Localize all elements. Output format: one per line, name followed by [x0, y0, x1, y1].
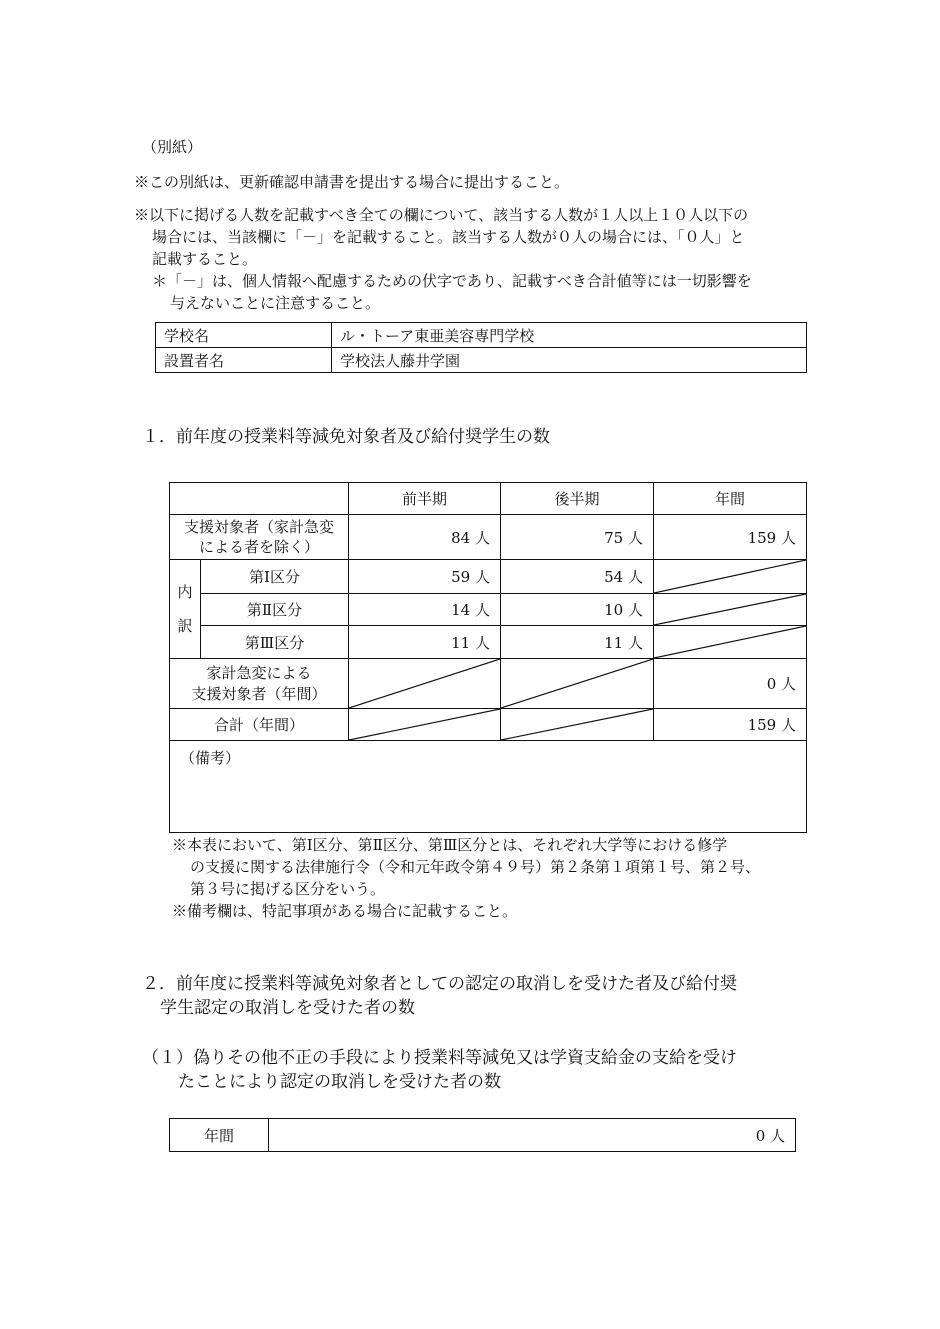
- sudden-change-second-half-struck: [501, 659, 654, 709]
- founder-label: 設置者名: [156, 348, 332, 373]
- school-name-value: ル・トーア東亜美容専門学校: [332, 323, 807, 348]
- note-count-line-1: ※以下に掲げる人数を記載すべき全ての欄について、該当する人数が１人以上１０人以下の: [134, 206, 749, 224]
- remarks-cell: （備考）: [170, 741, 807, 833]
- category-2-first-half: 14 人: [349, 594, 501, 626]
- total-first-half-struck: [349, 709, 501, 741]
- sudden-change-label-line-2: 支援対象者（年間）: [191, 684, 327, 703]
- breakdown-row-1: [170, 560, 807, 594]
- category-1-label: 第Ⅰ区分: [201, 560, 349, 594]
- support-label-line-2: による者を除く）: [198, 538, 319, 556]
- header-row: [170, 483, 807, 515]
- total-annual: 159 人: [654, 709, 807, 741]
- section-2-title-line-2: 学生認定の取消しを受けた者の数: [160, 998, 415, 1018]
- total-label: 合計（年間）: [170, 709, 349, 741]
- sudden-change-annual: 0 人: [654, 659, 807, 709]
- breakdown-label-char-2: 訳: [177, 617, 193, 635]
- table-note-line-1: ※本表において、第Ⅰ区分、第Ⅱ区分、第Ⅲ区分とは、それぞれ大学等における修学: [172, 836, 728, 854]
- table-note-line-3: 第３号に掲げる区分をいう。: [190, 880, 386, 898]
- subsection-1-title-line-2: たことにより認定の取消しを受けた者の数: [178, 1072, 501, 1092]
- diagonal-slash: [654, 560, 806, 593]
- table-note-line-4: ※備考欄は、特記事項がある場合に記載すること。: [172, 902, 518, 920]
- diagonal-slash: [501, 659, 653, 708]
- note-submission: ※この別紙は、更新確認申請書を提出する場合に提出すること。: [134, 173, 570, 191]
- category-3-first-half: 11 人: [349, 626, 501, 659]
- category-1-annual-struck: [654, 560, 807, 594]
- founder-value: 学校法人藤井学園: [332, 348, 807, 373]
- support-label-line-1: 支援対象者（家計急変: [183, 518, 334, 536]
- corner-cell: [170, 483, 349, 515]
- support-annual: 159 人: [654, 515, 807, 560]
- support-first-half: 84 人: [349, 515, 501, 560]
- school-name-label: 学校名: [156, 323, 332, 348]
- diagonal-slash: [501, 709, 653, 740]
- subsection-1-title-line-1: （１）偽りその他不正の手段により授業料等減免又は学資支給金の支給を受け: [142, 1048, 737, 1068]
- revocation-annual-table: [169, 1118, 796, 1152]
- note-count-line-2: 場合には、当該欄に「－」を記載すること。該当する人数が０人の場合には、「０人」と: [152, 228, 745, 246]
- sudden-change-label: [170, 659, 349, 709]
- breakdown-row-2: [170, 594, 807, 626]
- section-1-title: １．前年度の授業料等減免対象者及び給付奨学生の数: [142, 427, 550, 447]
- school-name-row: [156, 323, 807, 348]
- breakdown-label-char-1: 内: [177, 583, 193, 601]
- category-2-second-half: 10 人: [501, 594, 654, 626]
- total-second-half-struck: [501, 709, 654, 741]
- support-row: [170, 515, 807, 560]
- category-3-label: 第Ⅲ区分: [201, 626, 349, 659]
- col-annual: 年間: [654, 483, 807, 515]
- category-3-annual-struck: [654, 626, 807, 659]
- section-2-title-line-1: ２．前年度に授業料等減免対象者としての認定の取消しを受けた者及び給付奨: [142, 974, 737, 994]
- school-info-table: [155, 322, 807, 373]
- founder-row: [156, 348, 807, 373]
- revocation-annual-value: 0 人: [269, 1119, 796, 1152]
- category-3-second-half: 11 人: [501, 626, 654, 659]
- col-first-half: 前半期: [349, 483, 501, 515]
- diagonal-slash: [654, 594, 806, 625]
- category-1-first-half: 59 人: [349, 560, 501, 594]
- total-row: [170, 709, 807, 741]
- support-second-half: 75 人: [501, 515, 654, 560]
- remarks-row: [170, 741, 807, 833]
- diagonal-slash: [349, 709, 500, 740]
- breakdown-label: [170, 560, 201, 659]
- support-label: [170, 515, 349, 560]
- exemption-count-table: [169, 482, 807, 833]
- diagonal-slash: [654, 626, 806, 658]
- attachment-label: （別紙）: [142, 138, 203, 156]
- note-count-line-3: 記載すること。: [152, 250, 258, 268]
- note-mask-line-1: ＊「－」は、個人情報へ配慮するための伏字であり、記載すべき合計値等には一切影響を: [152, 272, 752, 290]
- col-second-half: 後半期: [501, 483, 654, 515]
- category-2-label: 第Ⅱ区分: [201, 594, 349, 626]
- sudden-change-label-line-1: 家計急変による: [206, 663, 312, 682]
- category-1-second-half: 54 人: [501, 560, 654, 594]
- revocation-annual-label: 年間: [170, 1119, 269, 1152]
- breakdown-row-3: [170, 626, 807, 659]
- sudden-change-row: [170, 659, 807, 709]
- revocation-annual-row: [170, 1119, 796, 1152]
- category-2-annual-struck: [654, 594, 807, 626]
- note-mask-line-2: 与えないことに注意すること。: [170, 294, 381, 312]
- sudden-change-first-half-struck: [349, 659, 501, 709]
- table-note-line-2: の支援に関する法律施行令（令和元年政令第４９号）第２条第１項第１号、第２号、: [190, 858, 761, 876]
- diagonal-slash: [349, 659, 500, 708]
